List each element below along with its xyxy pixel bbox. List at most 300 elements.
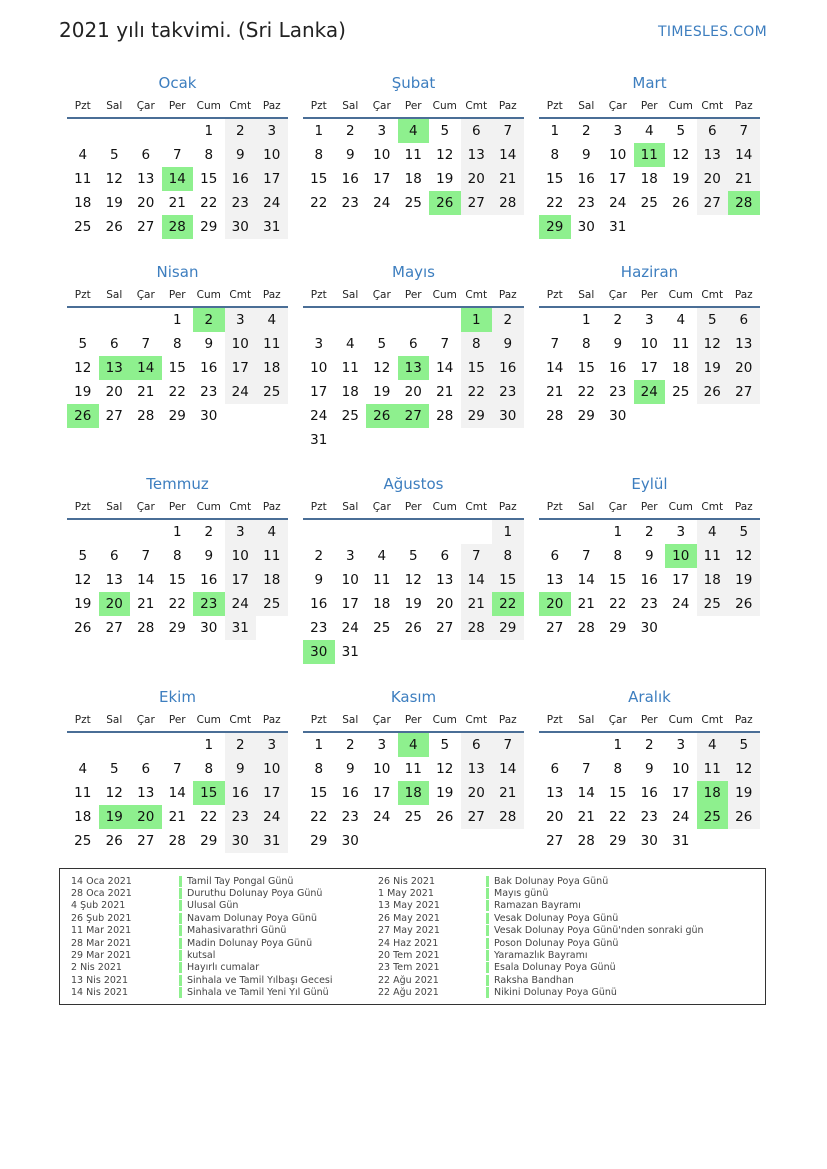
day-cell: 6 xyxy=(408,336,418,352)
day-grid xyxy=(67,308,288,428)
day-cell: 2 xyxy=(492,308,524,332)
day-cell: 2 xyxy=(581,123,591,139)
weekday-label: Paz xyxy=(734,289,753,301)
weekday-label: Sal xyxy=(106,714,123,726)
day-cell: 4 xyxy=(377,548,387,564)
day-cell: 21 xyxy=(577,596,595,612)
day-cell: 7 xyxy=(461,544,493,568)
empty-cell xyxy=(162,733,194,757)
day-cell: 5 xyxy=(377,336,387,352)
day-cell: 20 xyxy=(546,809,564,825)
day-cell: 9 xyxy=(644,761,654,777)
day-cell: 29 xyxy=(310,833,328,849)
brand-link[interactable]: TIMESLES.COM xyxy=(658,24,767,40)
day-cell: 3 xyxy=(676,524,686,540)
day-grid xyxy=(539,119,760,239)
holiday-name: Poson Dolunay Poya Günü xyxy=(494,937,619,949)
day-cell: 19 xyxy=(404,596,422,612)
holiday-marker xyxy=(179,888,182,899)
day-grid xyxy=(67,520,288,640)
weekday-label: Per xyxy=(168,289,186,301)
empty-cell xyxy=(539,308,571,332)
day-cell: 23 xyxy=(492,380,524,404)
holiday-day-cell: 14 xyxy=(130,356,162,380)
day-cell: 2 xyxy=(644,737,654,753)
day-cell: 12 xyxy=(105,171,123,187)
weekday-label: Cmt xyxy=(701,501,724,513)
month-name: Ocak xyxy=(158,74,197,92)
day-cell: 27 xyxy=(137,833,155,849)
empty-cell xyxy=(429,520,461,544)
weekday-label: Paz xyxy=(498,714,517,726)
day-cell: 3 xyxy=(256,119,288,143)
day-grid xyxy=(67,733,288,853)
holiday-marker xyxy=(179,913,182,924)
day-cell: 30 xyxy=(492,404,524,428)
empty-cell xyxy=(461,520,493,544)
day-cell: 8 xyxy=(550,147,560,163)
day-cell: 15 xyxy=(168,360,186,376)
holiday-date: 14 Nis 2021 xyxy=(71,987,128,999)
day-cell: 12 xyxy=(436,147,454,163)
legend-row xyxy=(71,949,333,961)
weekday-label: Per xyxy=(168,714,186,726)
day-cell: 1 xyxy=(204,737,214,753)
weekday-label: Çar xyxy=(136,714,155,726)
day-cell: 10 xyxy=(341,572,359,588)
day-cell: 20 xyxy=(461,167,493,191)
holiday-date: 11 Mar 2021 xyxy=(71,925,132,937)
legend-row xyxy=(378,937,704,949)
day-cell: 18 xyxy=(74,195,92,211)
day-cell: 14 xyxy=(492,143,524,167)
day-cell: 13 xyxy=(105,572,123,588)
holiday-marker xyxy=(486,962,489,973)
day-cell: 15 xyxy=(546,171,564,187)
empty-cell xyxy=(67,119,99,143)
weekday-label: Sal xyxy=(342,289,359,301)
day-cell: 31 xyxy=(672,833,690,849)
day-cell: 6 xyxy=(141,761,151,777)
day-cell: 3 xyxy=(225,308,257,332)
day-cell: 13 xyxy=(728,332,760,356)
day-cell: 5 xyxy=(697,308,729,332)
month-name: Eylül xyxy=(631,475,668,493)
day-cell: 21 xyxy=(168,195,186,211)
holiday-name: Vesak Dolunay Poya Günü'nden sonraki gün xyxy=(494,925,704,937)
weekday-label: Paz xyxy=(734,501,753,513)
day-grid xyxy=(67,119,288,239)
holiday-day-cell: 1 xyxy=(461,308,493,332)
day-cell: 3 xyxy=(676,737,686,753)
holiday-date: 20 Tem 2021 xyxy=(378,950,440,962)
day-cell: 22 xyxy=(200,809,218,825)
month-name: Mayıs xyxy=(392,263,435,281)
weekday-label: Çar xyxy=(136,289,155,301)
weekday-label: Sal xyxy=(578,501,595,513)
weekday-label: Çar xyxy=(136,501,155,513)
day-cell: 20 xyxy=(461,781,493,805)
day-cell: 23 xyxy=(341,809,359,825)
day-cell: 11 xyxy=(74,171,92,187)
weekday-label: Per xyxy=(168,501,186,513)
day-cell: 27 xyxy=(137,219,155,235)
empty-cell xyxy=(99,733,131,757)
holiday-name: Bak Dolunay Poya Günü xyxy=(494,875,609,887)
weekday-label: Paz xyxy=(498,100,517,112)
day-cell: 5 xyxy=(440,123,450,139)
day-cell: 15 xyxy=(577,360,595,376)
weekday-label: Cmt xyxy=(701,289,724,301)
day-cell: 7 xyxy=(492,733,524,757)
day-cell: 19 xyxy=(672,171,690,187)
weekday-header xyxy=(67,496,288,520)
day-cell: 17 xyxy=(640,360,658,376)
empty-cell xyxy=(366,520,398,544)
weekday-label: Cum xyxy=(196,714,221,726)
day-cell: 9 xyxy=(314,572,324,588)
day-cell: 22 xyxy=(168,384,186,400)
day-cell: 29 xyxy=(461,404,493,428)
day-cell: 3 xyxy=(345,548,355,564)
empty-cell xyxy=(398,520,430,544)
weekday-label: Cmt xyxy=(229,100,252,112)
day-cell: 3 xyxy=(613,123,623,139)
empty-cell xyxy=(335,308,367,332)
holiday-day-cell: 26 xyxy=(429,191,461,215)
day-cell: 19 xyxy=(373,384,391,400)
holiday-marker xyxy=(179,900,182,911)
weekday-label: Cum xyxy=(432,289,457,301)
weekday-label: Pzt xyxy=(546,289,563,301)
weekday-label: Per xyxy=(404,501,422,513)
day-cell: 16 xyxy=(640,572,658,588)
day-cell: 5 xyxy=(78,336,88,352)
day-cell: 2 xyxy=(613,312,623,328)
holiday-date: 27 May 2021 xyxy=(378,925,440,937)
day-cell: 23 xyxy=(609,384,627,400)
holiday-day-cell: 15 xyxy=(193,781,225,805)
day-cell: 1 xyxy=(314,737,324,753)
day-cell: 21 xyxy=(137,384,155,400)
weekday-label: Pzt xyxy=(310,289,327,301)
weekday-label: Per xyxy=(640,100,658,112)
day-cell: 9 xyxy=(581,147,591,163)
day-cell: 31 xyxy=(609,219,627,235)
day-cell: 7 xyxy=(141,336,151,352)
day-cell: 7 xyxy=(141,548,151,564)
day-cell: 15 xyxy=(168,572,186,588)
legend-row xyxy=(71,937,333,949)
day-cell: 1 xyxy=(204,123,214,139)
holiday-date: 13 Nis 2021 xyxy=(71,974,128,986)
day-cell: 8 xyxy=(581,336,591,352)
day-cell: 19 xyxy=(697,356,729,380)
weekday-header xyxy=(303,709,524,733)
holiday-day-cell: 2 xyxy=(193,308,225,332)
day-cell: 13 xyxy=(137,785,155,801)
weekday-label: Paz xyxy=(734,714,753,726)
empty-cell xyxy=(67,308,99,332)
month-block xyxy=(539,261,760,428)
empty-cell xyxy=(67,520,99,544)
day-cell: 28 xyxy=(577,620,595,636)
day-cell: 22 xyxy=(461,380,493,404)
day-cell: 8 xyxy=(204,147,214,163)
day-cell: 16 xyxy=(225,781,257,805)
day-cell: 24 xyxy=(256,191,288,215)
holiday-date: 29 Mar 2021 xyxy=(71,950,132,962)
holiday-marker xyxy=(179,962,182,973)
day-cell: 16 xyxy=(200,572,218,588)
weekday-label: Sal xyxy=(342,714,359,726)
weekday-label: Çar xyxy=(608,501,627,513)
empty-cell xyxy=(99,119,131,143)
day-cell: 5 xyxy=(440,737,450,753)
day-cell: 28 xyxy=(492,191,524,215)
month-block xyxy=(539,473,760,640)
holiday-marker xyxy=(179,975,182,986)
weekday-label: Per xyxy=(404,100,422,112)
day-cell: 2 xyxy=(225,733,257,757)
holiday-day-cell: 14 xyxy=(162,167,194,191)
day-cell: 12 xyxy=(74,572,92,588)
day-cell: 5 xyxy=(676,123,686,139)
month-block xyxy=(303,72,524,215)
day-cell: 19 xyxy=(74,384,92,400)
day-grid xyxy=(303,733,524,853)
day-cell: 1 xyxy=(613,737,623,753)
day-cell: 16 xyxy=(492,356,524,380)
day-cell: 18 xyxy=(341,384,359,400)
day-cell: 28 xyxy=(577,833,595,849)
holiday-name: Madin Dolunay Poya Günü xyxy=(187,937,313,949)
day-cell: 16 xyxy=(609,360,627,376)
day-cell: 27 xyxy=(461,805,493,829)
day-cell: 7 xyxy=(728,119,760,143)
holiday-date: 28 Oca 2021 xyxy=(71,888,132,900)
day-cell: 9 xyxy=(204,336,214,352)
day-cell: 11 xyxy=(74,785,92,801)
weekday-label: Paz xyxy=(498,501,517,513)
holiday-name: Ramazan Bayramı xyxy=(494,900,581,912)
holiday-date: 28 Mar 2021 xyxy=(71,937,132,949)
day-cell: 20 xyxy=(436,596,454,612)
day-cell: 15 xyxy=(310,171,328,187)
day-cell: 25 xyxy=(256,592,288,616)
day-cell: 15 xyxy=(461,356,493,380)
day-cell: 11 xyxy=(697,544,729,568)
day-cell: 6 xyxy=(728,308,760,332)
month-name: Aralık xyxy=(628,688,671,706)
weekday-label: Çar xyxy=(372,100,391,112)
day-cell: 18 xyxy=(256,356,288,380)
day-cell: 30 xyxy=(200,620,218,636)
day-cell: 14 xyxy=(577,785,595,801)
weekday-label: Cmt xyxy=(465,714,488,726)
holiday-marker xyxy=(486,876,489,887)
day-cell: 30 xyxy=(609,408,627,424)
day-cell: 2 xyxy=(345,737,355,753)
holiday-date: 13 May 2021 xyxy=(378,900,440,912)
month-block xyxy=(539,686,760,853)
day-cell: 3 xyxy=(256,733,288,757)
day-cell: 17 xyxy=(310,384,328,400)
holiday-name: Vesak Dolunay Poya Günü xyxy=(494,912,619,924)
day-cell: 24 xyxy=(341,620,359,636)
day-cell: 20 xyxy=(728,356,760,380)
holiday-name: Sinhala ve Tamil Yılbaşı Gecesi xyxy=(187,974,333,986)
weekday-label: Cmt xyxy=(465,100,488,112)
weekday-label: Cum xyxy=(432,100,457,112)
day-cell: 25 xyxy=(74,219,92,235)
day-cell: 16 xyxy=(341,785,359,801)
holiday-day-cell: 24 xyxy=(634,380,666,404)
day-cell: 14 xyxy=(137,572,155,588)
empty-cell xyxy=(571,520,603,544)
day-cell: 9 xyxy=(225,757,257,781)
day-cell: 9 xyxy=(644,548,654,564)
day-cell: 12 xyxy=(74,360,92,376)
day-cell: 7 xyxy=(440,336,450,352)
holiday-marker xyxy=(486,925,489,936)
day-cell: 27 xyxy=(546,620,564,636)
day-cell: 22 xyxy=(609,596,627,612)
day-cell: 2 xyxy=(204,524,214,540)
weekday-label: Pzt xyxy=(310,100,327,112)
day-cell: 30 xyxy=(577,219,595,235)
day-cell: 4 xyxy=(78,761,88,777)
day-cell: 24 xyxy=(225,592,257,616)
day-cell: 7 xyxy=(581,761,591,777)
day-cell: 26 xyxy=(105,833,123,849)
holiday-day-cell: 28 xyxy=(162,215,194,239)
day-cell: 5 xyxy=(109,761,119,777)
holiday-marker xyxy=(179,925,182,936)
day-cell: 12 xyxy=(105,785,123,801)
weekday-label: Çar xyxy=(372,501,391,513)
weekday-label: Cum xyxy=(668,100,693,112)
month-name: Temmuz xyxy=(146,475,209,493)
holiday-day-cell: 26 xyxy=(67,404,99,428)
legend-row xyxy=(378,974,704,986)
day-cell: 5 xyxy=(78,548,88,564)
month-block xyxy=(67,261,288,428)
legend-row xyxy=(378,987,704,999)
weekday-header xyxy=(539,496,760,520)
day-cell: 10 xyxy=(256,143,288,167)
day-cell: 17 xyxy=(256,781,288,805)
day-cell: 10 xyxy=(373,147,391,163)
weekday-label: Cmt xyxy=(701,100,724,112)
legend-row xyxy=(71,974,333,986)
day-cell: 1 xyxy=(613,524,623,540)
month-block xyxy=(67,686,288,853)
day-cell: 1 xyxy=(172,524,182,540)
empty-cell xyxy=(571,733,603,757)
legend-row xyxy=(71,887,333,899)
day-cell: 17 xyxy=(672,572,690,588)
weekday-label: Sal xyxy=(578,714,595,726)
day-cell: 6 xyxy=(461,733,493,757)
day-cell: 1 xyxy=(314,123,324,139)
day-cell: 26 xyxy=(697,380,729,404)
day-cell: 26 xyxy=(404,620,422,636)
day-cell: 12 xyxy=(436,761,454,777)
empty-cell xyxy=(303,520,335,544)
day-cell: 11 xyxy=(697,757,729,781)
empty-cell xyxy=(99,308,131,332)
day-cell: 8 xyxy=(172,336,182,352)
empty-cell xyxy=(130,520,162,544)
weekday-label: Cum xyxy=(668,501,693,513)
day-cell: 19 xyxy=(436,785,454,801)
day-cell: 21 xyxy=(577,809,595,825)
day-cell: 11 xyxy=(373,572,391,588)
weekday-label: Sal xyxy=(106,100,123,112)
day-cell: 18 xyxy=(74,809,92,825)
day-cell: 19 xyxy=(728,781,760,805)
weekday-label: Per xyxy=(640,714,658,726)
day-cell: 18 xyxy=(672,360,690,376)
day-cell: 17 xyxy=(225,356,257,380)
holiday-marker xyxy=(179,876,182,887)
day-cell: 7 xyxy=(581,548,591,564)
day-cell: 25 xyxy=(640,195,658,211)
day-cell: 25 xyxy=(672,384,690,400)
holiday-name: Nikini Dolunay Poya Günü xyxy=(494,987,617,999)
holiday-day-cell: 10 xyxy=(665,544,697,568)
holiday-name: Duruthu Dolunay Poya Günü xyxy=(187,888,323,900)
day-cell: 24 xyxy=(672,809,690,825)
day-cell: 16 xyxy=(310,596,328,612)
day-cell: 26 xyxy=(728,805,760,829)
day-cell: 18 xyxy=(373,596,391,612)
day-cell: 21 xyxy=(546,384,564,400)
day-grid xyxy=(303,119,524,215)
holiday-day-cell: 4 xyxy=(398,733,430,757)
day-cell: 9 xyxy=(345,147,355,163)
holiday-name: Sinhala ve Tamil Yeni Yıl Günü xyxy=(187,987,329,999)
weekday-label: Cmt xyxy=(229,501,252,513)
holiday-day-cell: 20 xyxy=(539,592,571,616)
weekday-label: Çar xyxy=(608,714,627,726)
weekday-label: Pzt xyxy=(310,714,327,726)
day-cell: 6 xyxy=(109,548,119,564)
day-cell: 27 xyxy=(436,620,454,636)
holiday-name: Mayıs günü xyxy=(494,888,549,900)
day-cell: 28 xyxy=(461,616,493,640)
day-cell: 26 xyxy=(105,219,123,235)
day-cell: 27 xyxy=(728,380,760,404)
day-cell: 28 xyxy=(137,408,155,424)
holiday-marker xyxy=(486,900,489,911)
day-cell: 10 xyxy=(373,761,391,777)
day-cell: 18 xyxy=(640,171,658,187)
empty-cell xyxy=(429,308,461,332)
day-cell: 19 xyxy=(436,171,454,187)
day-cell: 19 xyxy=(728,568,760,592)
day-cell: 22 xyxy=(577,384,595,400)
day-cell: 4 xyxy=(256,308,288,332)
day-cell: 23 xyxy=(640,809,658,825)
legend-column-1 xyxy=(71,875,333,999)
day-cell: 22 xyxy=(168,596,186,612)
day-cell: 17 xyxy=(225,568,257,592)
day-cell: 13 xyxy=(546,785,564,801)
weekday-label: Cmt xyxy=(229,714,252,726)
day-cell: 11 xyxy=(672,336,690,352)
